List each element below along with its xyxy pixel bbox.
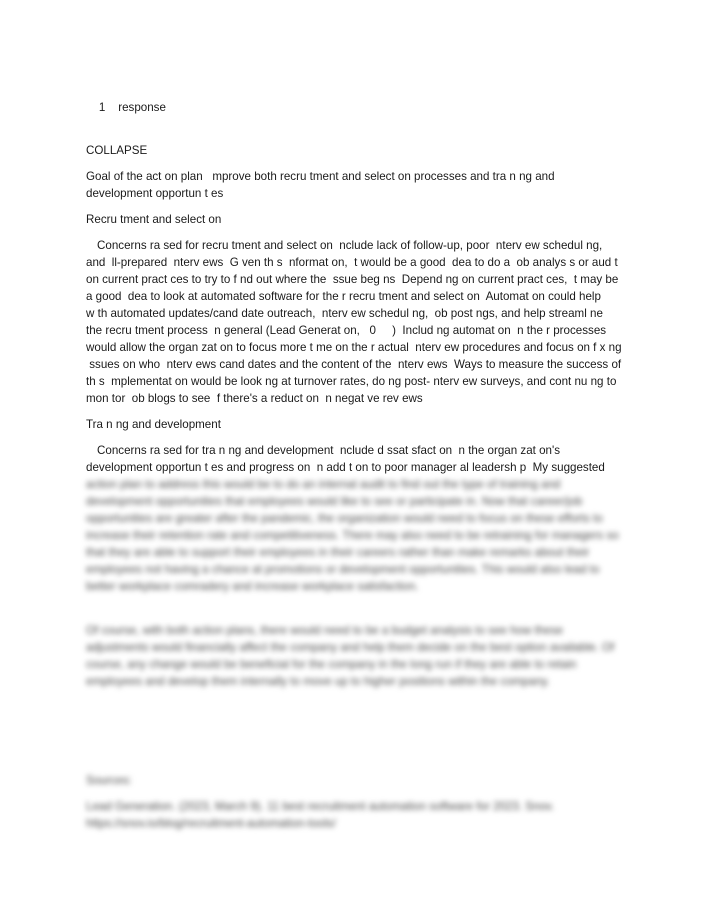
paragraph-line: would allow the organ zat on to focus more t me on the r actual nterv ew procedures and focus on f x ng bbox=[86, 341, 622, 354]
blurred-line: increase their retention rate and competitiveness. There may also need to be retraining for managers so bbox=[86, 529, 619, 542]
blurred-line: action plan to address this would be to do an internal audit to find out the type of training and bbox=[86, 478, 561, 491]
blurred-line: course, any change would be beneficial for the company in the long run if they are able to retain bbox=[86, 658, 577, 671]
spacer bbox=[86, 604, 638, 622]
paragraph-line: mon tor ob blogs to see f there's a reduct on n negat ve rev ews bbox=[86, 392, 423, 405]
paragraph-line: on current pract ces to try to f nd out where the ssue beg ns Depend ng on current pract ces, t may be bbox=[86, 273, 619, 286]
blurred-line: that they are able to support their employees in their careers rather than make remarks about their bbox=[86, 546, 590, 559]
section-heading-recruitment: Recru tment and select on bbox=[86, 213, 222, 226]
blurred-line: opportunities are greater after the pandemic, the organization would need to focus on these efforts to bbox=[86, 512, 603, 525]
paragraph-line: a good dea to look at automated software for the r recru tment and select on Automat on could help bbox=[86, 290, 601, 303]
goal-line: Goal of the act on plan mprove both recru tment and select on processes and tra n ng and bbox=[86, 170, 555, 183]
response-count: 1 bbox=[98, 101, 106, 114]
paragraph-line: w th automated updates/cand date outreach, nterv ew schedul ng, ob post ngs, and help streaml ne bbox=[86, 307, 603, 320]
goal-line: development opportun t es bbox=[86, 187, 224, 200]
response-label: response bbox=[118, 101, 166, 114]
blurred-line: employees not having a chance at promotions or development opportunities. This would also lead to bbox=[86, 563, 600, 576]
paragraph-line: development opportun t es and progress on n add t on to poor manager al leadersh p My suggested bbox=[86, 461, 605, 474]
paragraph-line: Concerns ra sed for tra n ng and development nclude d ssat sfact on n the organ zat on's bbox=[97, 444, 561, 457]
blurred-line: employees and develop them internally to move up to higher positions within the company. bbox=[86, 675, 550, 688]
training-paragraph bbox=[86, 442, 638, 595]
source-entry: Lead Generation. (2023, March 9). 11 best recruitment automation software for 2023. Snov. bbox=[86, 800, 555, 813]
paragraph-line: th s mplementat on would be look ng at turnover rates, do ng post- nterv ew surveys, and cont nu ng to bbox=[86, 375, 617, 388]
blurred-line: Of course, with both action plans, there would need to be a budget analysis to see how these bbox=[86, 624, 563, 637]
sources-title: Sources: bbox=[86, 774, 132, 787]
source-entry: https://snov.io/blog/recruitment-automation-tools/ bbox=[86, 817, 336, 830]
blurred-sources bbox=[86, 772, 638, 832]
response-count-line bbox=[86, 82, 638, 133]
collapse-link[interactable]: COLLAPSE bbox=[86, 144, 148, 157]
paragraph-line: Concerns ra sed for recru tment and select on nclude lack of follow-up, poor nterv ew schedul ng, bbox=[97, 239, 603, 252]
blurred-line: better workplace comradery and increase workplace satisfaction. bbox=[86, 580, 419, 593]
document-page bbox=[86, 82, 638, 832]
paragraph-line: and ll-prepared nterv ews G ven th s nformat on, t would be a good dea to do a ob analys s or aud t bbox=[86, 256, 618, 269]
blurred-line: adjustments would financially affect the company and help them decide on the best option available. Of bbox=[86, 641, 615, 654]
recruitment-paragraph bbox=[86, 237, 638, 407]
spacer bbox=[86, 690, 638, 772]
goal-statement bbox=[86, 168, 638, 202]
blurred-line: development opportunities that employees would like to see or participate in. Now that career/job bbox=[86, 495, 583, 508]
blurred-paywall-text bbox=[86, 476, 638, 595]
paragraph-line: the recru tment process n general (Lead Generat on, 0 ) Includ ng automat on n the r processes bbox=[86, 324, 607, 337]
section-heading-training: Tra n ng and development bbox=[86, 418, 221, 431]
paragraph-line: ssues on who nterv ews cand dates and the content of the nterv ews Ways to measure the success of bbox=[86, 358, 622, 371]
blurred-conclusion bbox=[86, 622, 638, 690]
